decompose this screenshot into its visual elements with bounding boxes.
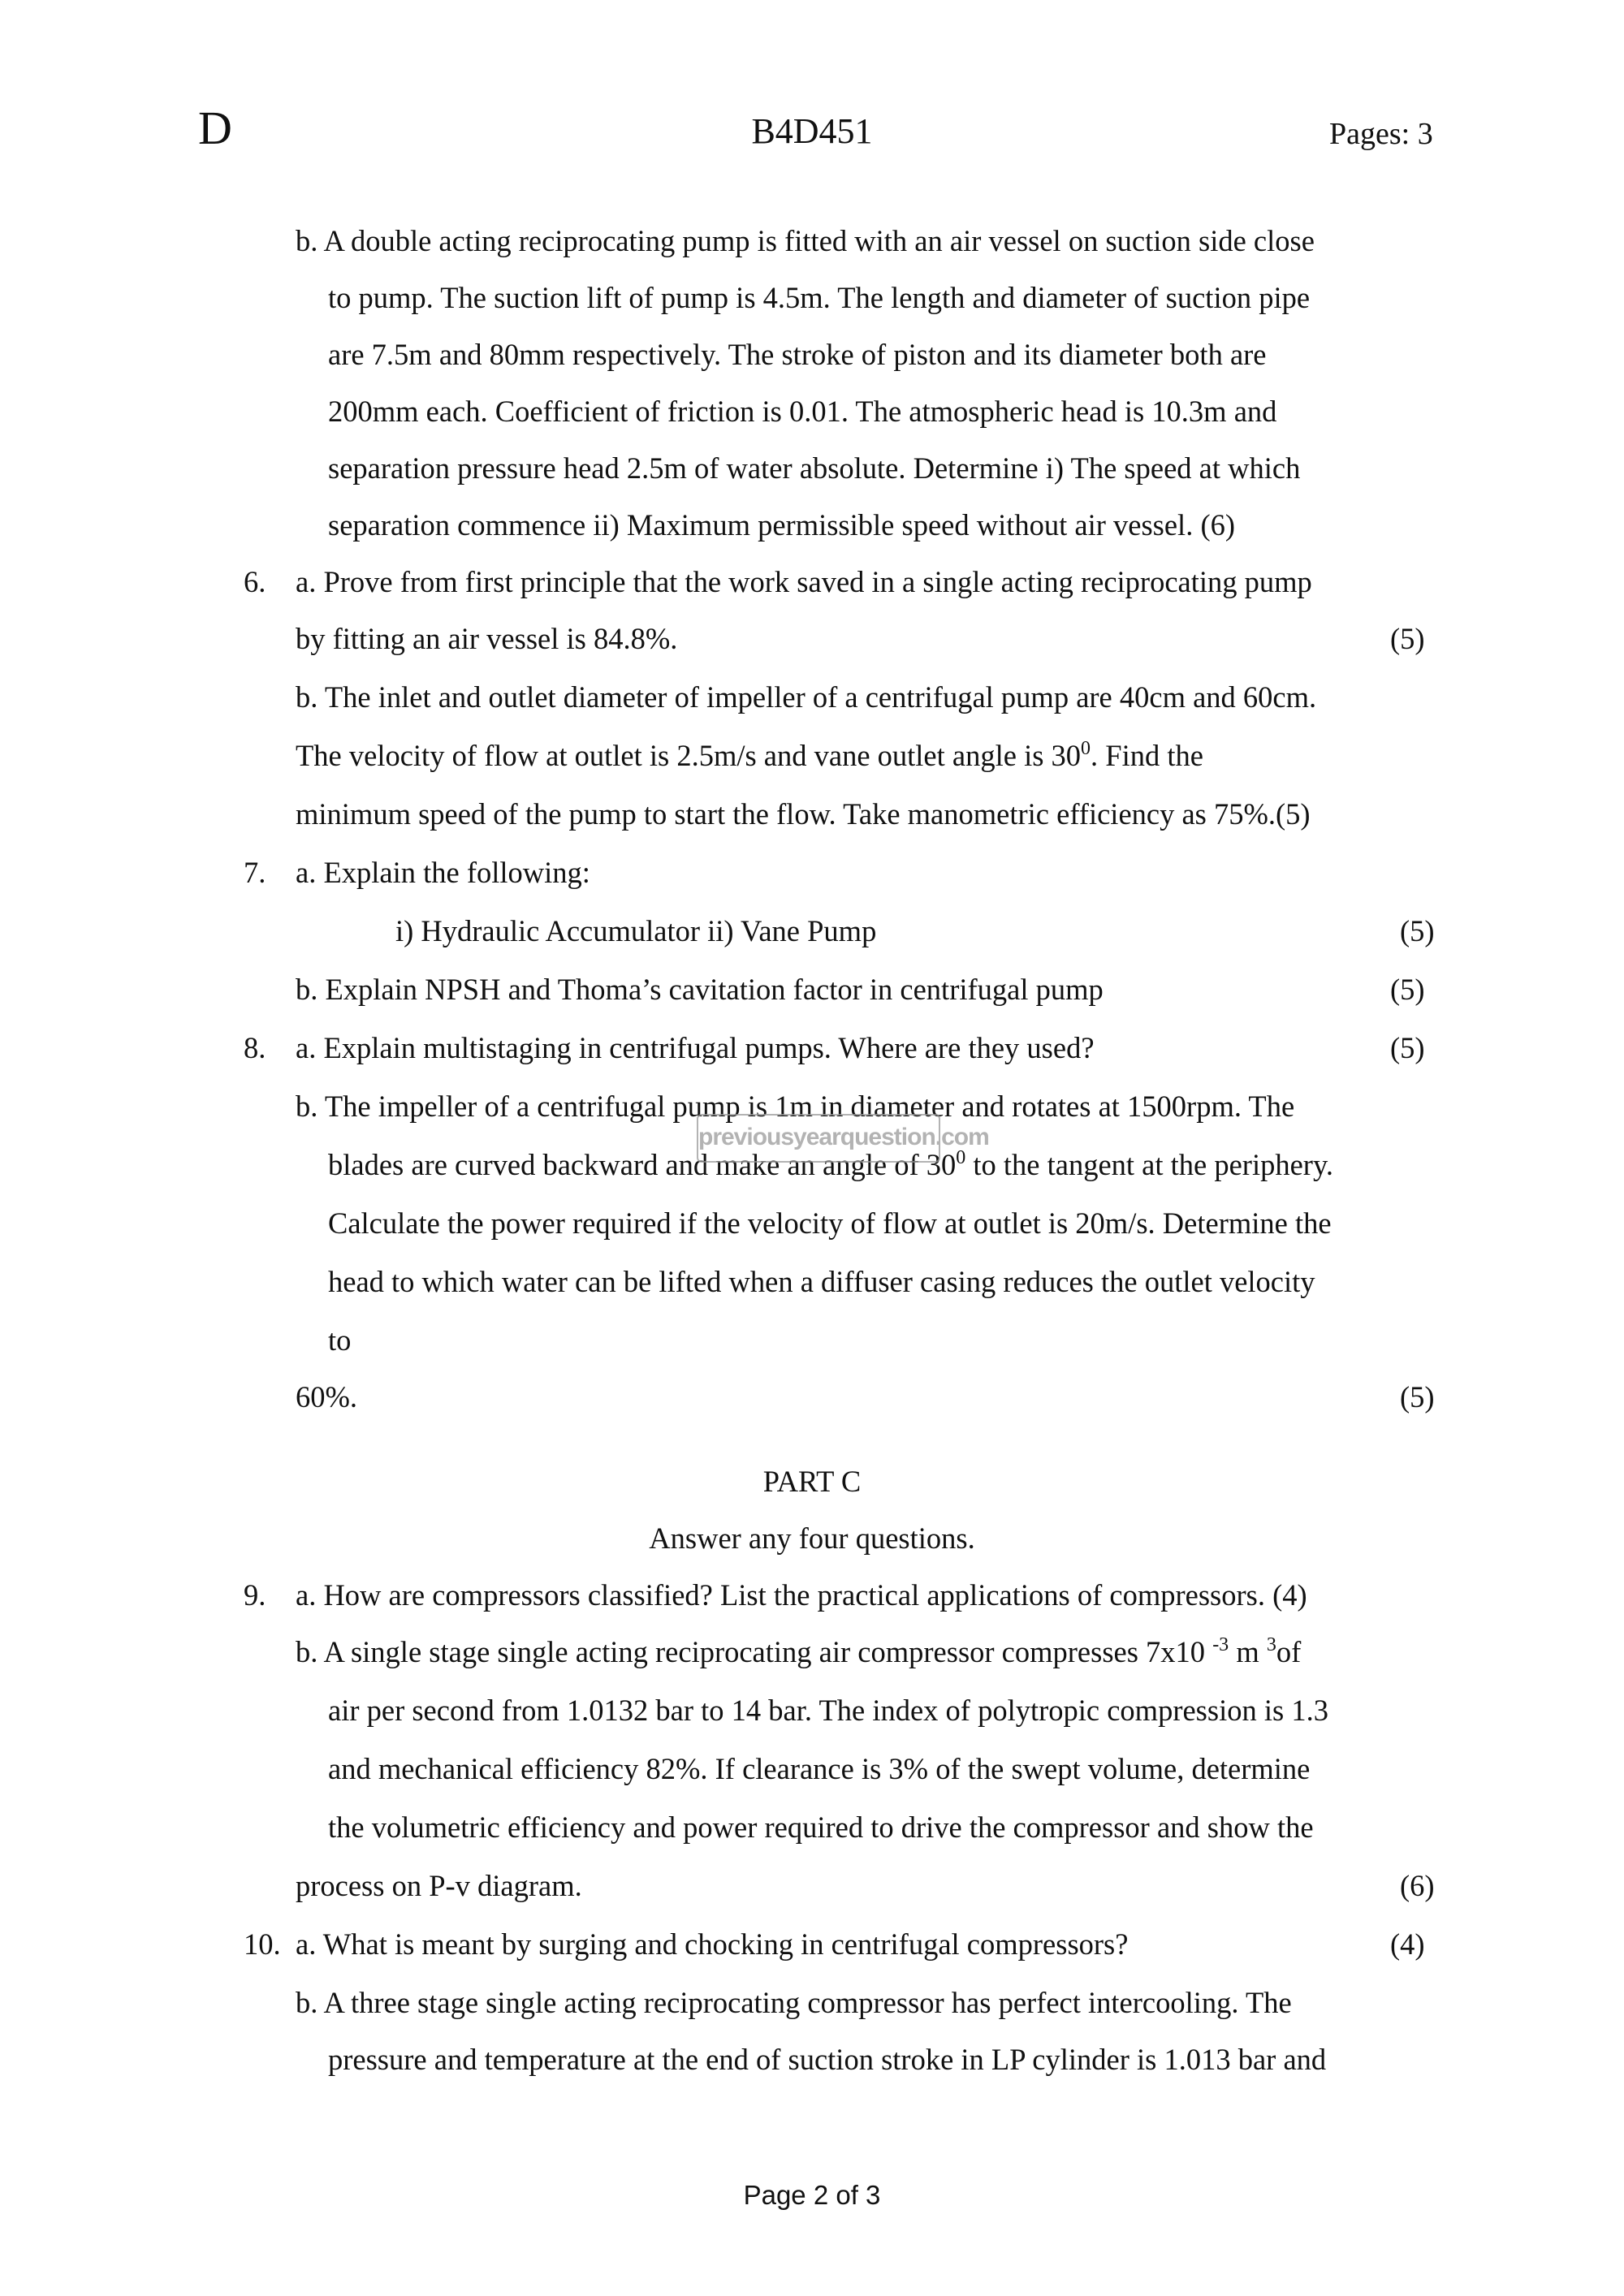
q6a-line-2: by fitting an air vessel is 84.8%.	[296, 622, 678, 655]
q10b-line-2: pressure and temperature at the end of suction stroke in LP cylinder is 1.013 bar and	[328, 2043, 1327, 2076]
q10-number: 10.	[244, 1927, 281, 1961]
watermark: previousyearquestion.com	[697, 1114, 940, 1163]
q7-number: 7.	[244, 856, 266, 889]
q9b-line-1: b. A single stage single acting reciprocating air compressor compresses 7x10 $^{-3}$ m $^3$of	[296, 1634, 1302, 1668]
q5b-line-4: 200mm each. Coefficient of friction is 0.01. The atmospheric head is 10.3m and	[328, 395, 1277, 428]
q5b-line-2: to pump. The suction lift of pump is 4.5m. The length and diameter of suction pipe	[328, 281, 1311, 314]
exam-set-letter: D	[198, 101, 232, 154]
q10a-line: a. What is meant by surging and chocking in centrifugal compressors?	[296, 1927, 1129, 1961]
q6a-line-1: a. Prove from first principle that the work saved in a single acting reciprocating pump	[296, 565, 1312, 598]
q7b-line: b. Explain NPSH and Thoma’s cavitation factor in centrifugal pump	[296, 973, 1104, 1006]
q8b-line-2: blades are curved backward and make an angle of $30^0$ to the tangent at the periphery.	[328, 1147, 1333, 1181]
q9b-line-4: the volumetric efficiency and power required to drive the compressor and show the	[328, 1810, 1314, 1844]
q10a-marks: (4)	[1390, 1927, 1425, 1961]
q8b-line-1: b. The impeller of a centrifugal pump is 1m in diameter and rotates at 1500rpm. The	[296, 1090, 1295, 1123]
q5b-line-5: separation pressure head 2.5m of water absolute. Determine i) The speed at which	[328, 451, 1301, 485]
q7b-marks: (5)	[1390, 973, 1425, 1006]
q8b-line-3: Calculate the power required if the velocity of flow at outlet is 20m/s. Determine the	[328, 1206, 1332, 1240]
q9-number: 9.	[244, 1578, 266, 1612]
q8a-line: a. Explain multistaging in centrifugal pumps. Where are they used?	[296, 1031, 1095, 1064]
part-c-instruction: Answer any four questions.	[649, 1521, 975, 1555]
q9a-line: a. How are compressors classified? List the practical applications of compressors. (4)	[296, 1578, 1307, 1612]
q6b-line-3: minimum speed of the pump to start the flow. Take manometric efficiency as 75%.(5)	[296, 797, 1311, 831]
q9b-line-2: air per second from 1.0132 bar to 14 bar. The index of polytropic compression is 1.3	[328, 1694, 1328, 1727]
q5b-line-6: separation commence ii) Maximum permissible speed without air vessel. (6)	[328, 508, 1236, 542]
part-c-title: PART C	[762, 1465, 862, 1498]
q10b-line-1: b. A three stage single acting reciprocating compressor has perfect intercooling. The	[296, 1986, 1292, 2019]
q8a-marks: (5)	[1390, 1031, 1425, 1064]
q7a-line: a. Explain the following:	[296, 856, 590, 889]
q6b-line-1: b. The inlet and outlet diameter of impeller of a centrifugal pump are 40cm and 60cm.	[296, 680, 1317, 714]
page-footer: Page 2 of 3	[743, 2180, 881, 2210]
q8b-line-6: 60%.	[296, 1380, 358, 1413]
q8b-line-5: to	[328, 1323, 352, 1357]
q9b-line-3: and mechanical efficiency 82%. If clearance is 3% of the swept volume, determine	[328, 1752, 1311, 1785]
q6a-marks: (5)	[1390, 622, 1425, 655]
q9b-marks: (6)	[1400, 1869, 1435, 1902]
exam-code: B4D451	[751, 111, 873, 151]
q8b-line-4: head to which water can be lifted when a diffuser casing reduces the outlet velocity	[328, 1265, 1315, 1298]
q7a-marks: (5)	[1400, 914, 1435, 947]
q5b-line-1: b. A double acting reciprocating pump is fitted with an air vessel on suction side close	[296, 224, 1315, 257]
q5b-line-3: are 7.5m and 80mm respectively. The stroke of piston and its diameter both are	[328, 338, 1267, 371]
q8b-marks: (5)	[1400, 1380, 1435, 1413]
page-count: Pages: 3	[1329, 117, 1433, 151]
q8-number: 8.	[244, 1031, 266, 1064]
q9b-line-5: process on P-v diagram.	[296, 1869, 582, 1902]
q6-number: 6.	[244, 565, 266, 598]
q6b-line-2: The velocity of flow at outlet is 2.5m/s and vane outlet angle is $30^0$. Find the	[296, 738, 1203, 772]
q7a-items: i) Hydraulic Accumulator ii) Vane Pump	[395, 914, 877, 947]
